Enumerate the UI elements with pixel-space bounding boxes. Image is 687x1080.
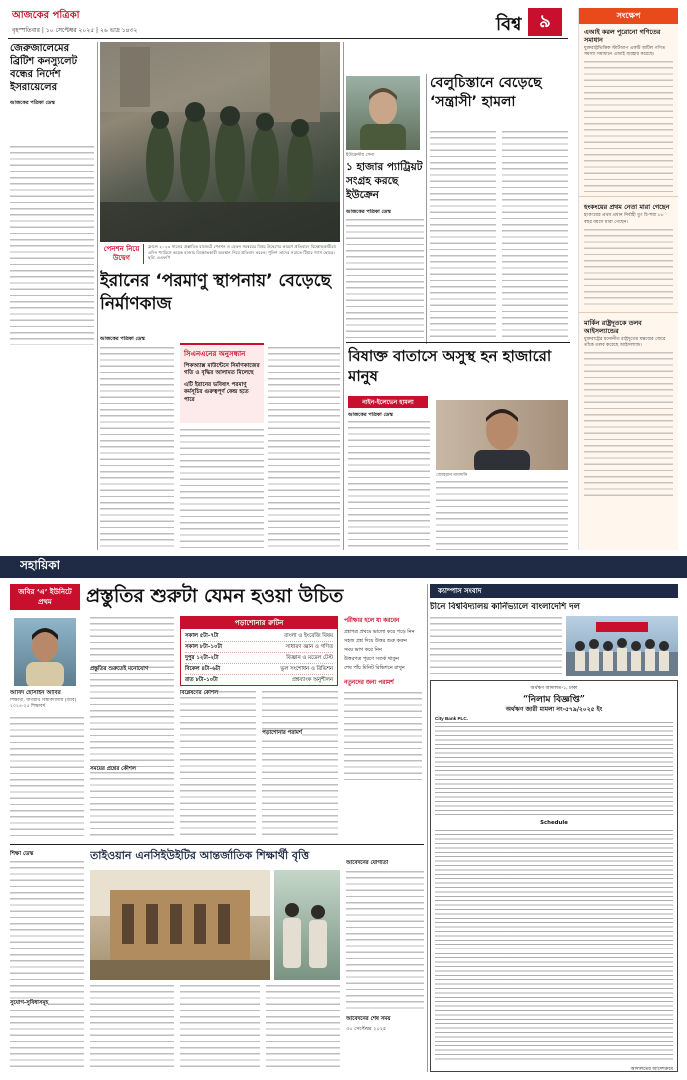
taiwan-deadline: ৩০ সেপ্টেম্বর ২০২৫ xyxy=(346,1026,387,1032)
routine-time: দুপুর ১২টা–২টা xyxy=(185,655,219,661)
sidebar-news xyxy=(578,8,678,550)
admission-headline: প্রস্তুতির শুরুটা যেমন হওয়া উচিত xyxy=(86,585,344,607)
routine-task: বাংলা ও ইংরেজি বিষয় xyxy=(284,633,333,639)
iran-body-1 xyxy=(100,346,174,550)
iran-body-3 xyxy=(268,346,340,550)
protest-photo xyxy=(100,42,340,242)
air-body-1 xyxy=(348,420,430,550)
iran-sidebar xyxy=(180,343,264,423)
routine-title: পড়াশোনার রুটিন xyxy=(181,617,337,629)
student-desc: শিক্ষার্থী, জগন্নাথ বিশ্ববিদ্যালয় (জবি) ২০২৪-২৫ শিক্ষাবর্ষ xyxy=(10,698,77,709)
routine-row xyxy=(185,664,333,675)
admission-subhead: বিশ্লেষণের কৌশল xyxy=(180,690,219,696)
sidebar-item-headline: মার্কিন রাষ্ট্রদূতকে তলব আইসল্যান্ডের xyxy=(584,318,642,335)
exam-strategy-item: সময় ভাগ করে নিন xyxy=(344,647,382,653)
campus-photo xyxy=(566,616,678,676)
exam-strategy-item: শেষ পাঁচ মিনিট রিভিশনে রাখুন xyxy=(344,665,405,671)
iran-sidebar-point: এটি ইরানের ভবিষ্যৎ পরমাণু কর্মসূচির গুরুত্বপূর্ণ কেন্দ্র হতে পারে xyxy=(184,381,249,403)
ukraine-headline: ১ হাজার প্যাট্রিয়ট সংগ্রহ করছে ইউক্রেন xyxy=(346,161,423,201)
air-label: নাইন-ইলেভেন হামলা xyxy=(348,396,428,408)
routine-table xyxy=(181,629,337,686)
auction-schedule-title: Schedule xyxy=(540,820,568,826)
auction-text-1 xyxy=(435,721,673,817)
student-name: আবিদ হোসাইন আবির xyxy=(10,690,61,696)
campus-body-1 xyxy=(430,616,562,674)
pension-label: পেনশন নিয়ে উদ্বেগ xyxy=(100,244,144,264)
students-photo xyxy=(274,870,340,980)
iran-body-2 xyxy=(180,428,264,550)
taiwan-side-point: আবেদনের শেষ সময় xyxy=(346,1016,391,1022)
routine-time: বিকেল ৪টা–৬টা xyxy=(185,666,221,672)
column-rule xyxy=(427,584,428,1072)
campus-label: ক্যাম্পাস সংবাদ xyxy=(430,584,678,598)
soldier-portrait xyxy=(346,76,420,150)
air-byline: আজকের পত্রিকা ডেস্ক xyxy=(348,412,393,418)
iran-headline: ইরানের ‘পরমাণু স্থাপনায়’ বেড়েছে নির্মাণকাজ xyxy=(100,271,331,314)
balochistan-body-1 xyxy=(430,130,496,342)
auction-org: অর্থঋণ আদালত-১, ঢাকা xyxy=(530,686,578,691)
sidebar-item xyxy=(579,24,678,192)
section-bar-title: সহায়িকা xyxy=(20,558,61,572)
taiwan-body-3 xyxy=(266,984,340,1072)
sidebar-item-headline: এআই করল পুরোনো গণিতের সমাধান xyxy=(584,28,661,44)
admission-subhead: সময়ের প্রশ্নের কৌশল xyxy=(90,766,136,772)
taiwan-rule xyxy=(10,844,424,845)
routine-row xyxy=(185,675,333,686)
exam-strategy-item: উত্তরপত্র পূরণে সতর্ক থাকুন xyxy=(344,656,399,662)
iran-sidebar-title: সিএনএনের অনুসন্ধান xyxy=(184,350,246,358)
paper-name: আজকের পত্রিকা xyxy=(12,10,80,21)
auction-title: “নিলাম বিজ্ঞপ্তি” xyxy=(523,695,585,705)
mamdani-photo xyxy=(436,400,568,470)
iran-sidebar-list xyxy=(180,363,264,404)
balochistan-headline: বেলুচিস্তানে বেড়েছে ‘সন্ত্রাসী’ হামলা xyxy=(430,75,542,110)
taiwan-left-body xyxy=(10,860,84,1072)
protest-scene xyxy=(100,42,340,242)
column-rule xyxy=(343,42,344,550)
column-rule xyxy=(426,74,427,344)
routine-time: সকাল ৫টা–৭টা xyxy=(185,633,219,639)
jerusalem-headline: জেরুজালেমের ব্রিটিশ কনস্যুলেট বন্ধের নির্দেশ ইসরায়েলের xyxy=(10,43,78,93)
section-title: বিশ্ব xyxy=(496,14,522,35)
admission-col-3 xyxy=(262,690,338,838)
jerusalem-story xyxy=(10,42,94,142)
routine-box xyxy=(180,616,338,686)
tips-title: নতুনদের জন্য পরামর্শ xyxy=(344,680,394,686)
protest-caption: ফ্রান্সে ২০২৩ সালের প্রস্তাবিত বাজেটে পেনশন ও বেতন সমন্বয়ের বিষয় উদ্বেগের কারণে প্রতিবাদে বিক্ষোভকারীরা। এদিন প্যারিসে কয়েক হাজার বিক্ষোভকারী অবস্থান নিয়ে প্রতিবাদ করেন। পুলিশ তাদের সরাতে টিয়ার গ্যাস ছোড়ে। ছবি: এএফপি xyxy=(148,244,337,261)
admission-left-body xyxy=(10,716,84,838)
routine-row xyxy=(185,642,333,653)
taiwan-right-col xyxy=(346,860,424,1072)
exam-strategy-title: পরীক্ষার হলে যা করবেন xyxy=(344,618,400,624)
admission-col-2 xyxy=(180,690,256,838)
routine-time: সকাল ৮টা–১০টা xyxy=(185,644,222,650)
section-bar xyxy=(0,556,687,578)
routine-task: প্রশ্নব্যাংক অনুশীলন xyxy=(291,677,333,683)
routine-row xyxy=(185,653,333,664)
exam-strategy-list xyxy=(344,629,422,672)
taiwan-headline: তাইওয়ান এনসিইউইটির আন্তর্জাতিক শিক্ষার্থী বৃত্তি xyxy=(90,849,310,862)
auction-plaintiff: City Bank PLC. xyxy=(435,716,468,721)
jerusalem-byline: আজকের পত্রিকা ডেস্ক xyxy=(10,100,55,106)
iran-byline: আজকের পত্রিকা ডেস্ক xyxy=(100,336,145,342)
sidebar-item xyxy=(579,196,678,307)
routine-task: ভুল সংশোধন ও রিভিশন xyxy=(280,666,333,672)
university-building xyxy=(90,870,270,980)
campus-headline: চীনে বিশ্ববিদ্যালয় কার্নিভ্যালে বাংলাদেশি দল xyxy=(430,602,580,612)
auction-footer: আদালতের আদেশক্রমে xyxy=(630,1067,673,1072)
sidebar-item xyxy=(579,312,678,501)
exam-strategy-item: সহজ প্রশ্ন দিয়ে উত্তর শুরু করুন xyxy=(344,638,407,644)
column-rule xyxy=(97,42,98,550)
soldier-photo xyxy=(346,76,420,150)
taiwan-body-2 xyxy=(180,984,260,1072)
section-rule xyxy=(346,342,570,343)
campus-group-photo xyxy=(566,616,678,676)
balochistan-body-2 xyxy=(502,130,568,342)
admission-subhead: প্রস্তুতির শুরুতেই মনোযোগ xyxy=(90,666,149,672)
routine-time: রাত ৮টা–১০টা xyxy=(185,677,218,683)
routine-task: সাধারণ জ্ঞান ও গণিত xyxy=(285,644,333,650)
date-line: বৃহস্পতিবার | ১০ সেপ্টেম্বর ২০২৫ | ২৬ ভাদ্র ১৪৩২ xyxy=(12,27,138,34)
student-portrait xyxy=(14,618,76,686)
admission-col-1 xyxy=(90,616,174,838)
exam-strategy xyxy=(344,616,422,838)
masthead-rule xyxy=(8,38,568,39)
sidebar-item-headline: হংকংয়ের প্রথম নেতা মারা গেছেন xyxy=(584,203,670,212)
routine-row xyxy=(185,631,333,642)
iran-sidebar-point: পিকঅ্যাক্স মাউন্টেনে নির্মাণকাজের গতি ও বৃদ্ধির আলামত মিলেছে xyxy=(184,363,260,377)
exam-strategy-item: প্রশ্নপত্র প্রথমে ভালো করে পড়ে নিন xyxy=(344,629,415,635)
air-body-2 xyxy=(436,480,568,550)
mamdani-portrait xyxy=(436,400,568,470)
air-headline: বিষাক্ত বাতাসে অসুস্থ হন হাজারো মানুষ xyxy=(348,347,552,385)
taiwan-section: শিক্ষা ডেস্ক xyxy=(10,851,34,857)
student-photo xyxy=(14,618,76,686)
auction-text-2 xyxy=(435,829,673,949)
jerusalem-body xyxy=(10,145,94,345)
taiwan-photo xyxy=(90,870,270,980)
ukraine-byline: আজকের পত্রিকা ডেস্ক xyxy=(346,209,391,215)
taiwan-body-1 xyxy=(90,984,174,1072)
ukraine-caption: ইউক্রেনীয় সেনা xyxy=(346,153,375,158)
taiwan-side-point: সুযোগ-সুবিধাসমূহ xyxy=(10,1000,49,1006)
admission-subhead: পড়াশোনার পরামর্শ xyxy=(262,730,302,736)
sidebar-news-title: সংক্ষেপ xyxy=(579,8,678,24)
admission-kicker: জবির ‘এ’ ইউনিটে প্রথম xyxy=(10,584,80,610)
auction-text-3 xyxy=(435,952,673,1062)
ukraine-body xyxy=(346,218,424,340)
mamdani-caption: জোহরান মামদানি xyxy=(436,473,468,478)
page-number: ৯ xyxy=(528,8,562,36)
taiwan-side-point: আবেদনের যোগ্যতা xyxy=(346,860,389,866)
routine-task: বিজ্ঞান ও মডেল টেস্ট xyxy=(286,655,333,661)
sidebar-item-body: হংকংয়ের প্রথম প্রধান নির্বাহী তুং চি-হুয়া ৮৮ বছর বয়সে মারা গেছেন। xyxy=(584,213,664,225)
auction-case: অর্থঋণ জারী মামলা নং-৫৭৯/২০২৫ ইং xyxy=(505,706,603,713)
auction-notice xyxy=(430,680,678,1072)
taiwan-students-photo xyxy=(274,870,340,980)
sidebar-item-body: যুক্তরাষ্ট্রভিত্তিক স্টার্টআপ একটি জটিল গণিত সমস্যা সমাধানে এআই ব্যবহার করেছে। xyxy=(584,46,666,58)
sidebar-item-body: যুক্তরাষ্ট্রের মনোনীত রাষ্ট্রদূতের মন্তব্যের জেরে তাঁকে তলব করেছে আইসল্যান্ড। xyxy=(584,336,666,349)
